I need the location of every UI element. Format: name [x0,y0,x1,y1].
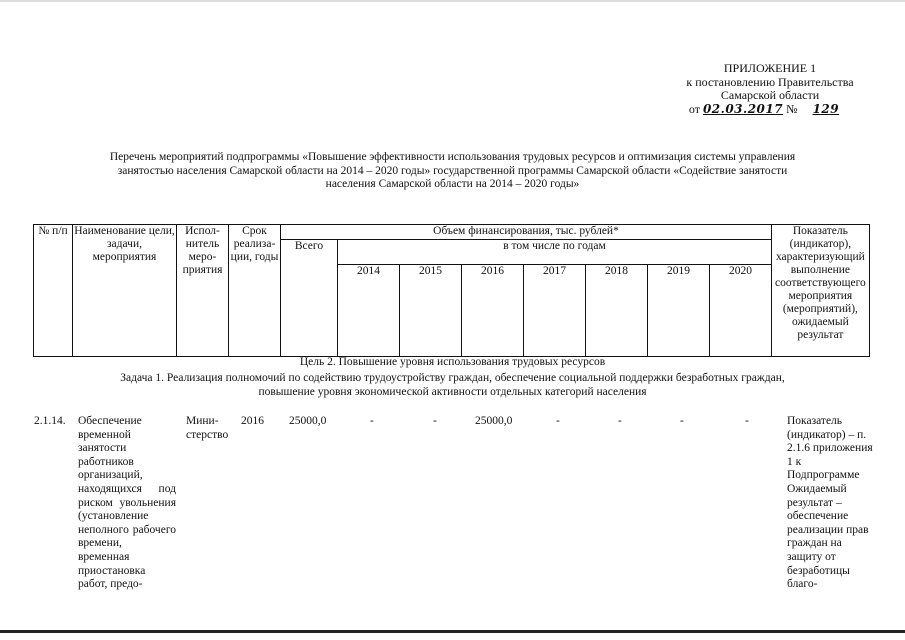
title-line-2: занятостью населения Самарской области на 2014 – 2020 годы» государственной программы Самарской области «Содействие занятости [117,164,788,177]
row-2018: - [618,415,622,427]
row-executor: Мини-стерство [186,415,229,441]
col-term-header: Срок реализа-ции, годы [229,225,281,357]
appendix-line-2: Самарской области [720,88,820,102]
col-year-2019: 2019 [648,265,710,357]
col-year-2017: 2017 [524,265,586,357]
row-indicator: Показатель (индикатор) – п. 2.1.6 приложения 1 к Подпрограмме Ожидаемый результат – обеспечение реализации прав граждан на защиту от безработицы благо- [787,415,873,591]
goal-heading: Цель 2. Повышение уровня использования трудовых ресурсов [299,356,606,368]
col-funding-header: Объем финансирования, тыс. рублей* [281,225,772,240]
date-prefix: от [688,101,700,116]
task-line-1: Задача 1. Реализация полномочий по содействию трудоустройству граждан, обеспечение социальной поддержки безработных граждан, [120,372,785,384]
col-year-2020: 2020 [710,265,772,357]
col-year-2018: 2018 [586,265,648,357]
col-year-2016: 2016 [462,265,524,357]
scan-top-edge [0,0,905,2]
col-name-header: Наименование цели, задачи, мероприятия [73,225,177,357]
row-2017: - [556,415,560,427]
handwritten-date: 02.03.2017 [702,101,784,116]
col-indicator-header: Показатель (индикатор), характеризующий выполнение соответствующего мероприятия (мероприятий), ожидаемый результат [772,225,870,357]
row-total: 25000,0 [289,415,327,427]
document-title [40,151,865,192]
task-line-2: повышение уровня экономической активности отдельных категорий населения [258,386,647,398]
number-prefix: № [786,101,798,116]
appendix-date-line [660,103,880,117]
title-line-1: Перечень мероприятий подпрограммы «Повышение эффективности использования трудовых ресурсов и оптимизация системы управления [109,151,796,163]
col-executor-header: Испол-нитель меро-приятия [177,225,229,357]
row-name: Обеспечение временной занятости работников организаций, находящихся под риском увольнения (установление неполного рабочего времени, временная приостановка работ, предо- [78,415,176,591]
row-2019: - [680,415,684,427]
col-years-header: в том числе по годам [338,240,772,265]
measures-table-header [33,224,870,357]
col-total-header: Всего [281,240,338,357]
col-year-2014: 2014 [338,265,400,357]
scan-bottom-edge [0,630,905,633]
row-2014: - [370,415,374,427]
appendix-title: ПРИЛОЖЕНИЕ 1 [723,61,817,75]
col-num-header: № п/п [34,225,73,357]
row-2016: 25000,0 [475,415,513,427]
row-number: 2.1.14. [34,415,66,427]
appendix-line-1: к постановлению Правительства [686,74,854,89]
row-2015: - [433,415,437,427]
row-2020: - [745,415,749,427]
col-year-2015: 2015 [400,265,462,357]
row-term: 2016 [241,415,264,427]
title-line-3: населения Самарской области на 2014 – 2020 годы» [325,178,580,190]
appendix-block [660,62,880,116]
handwritten-number: 129 [812,101,840,116]
